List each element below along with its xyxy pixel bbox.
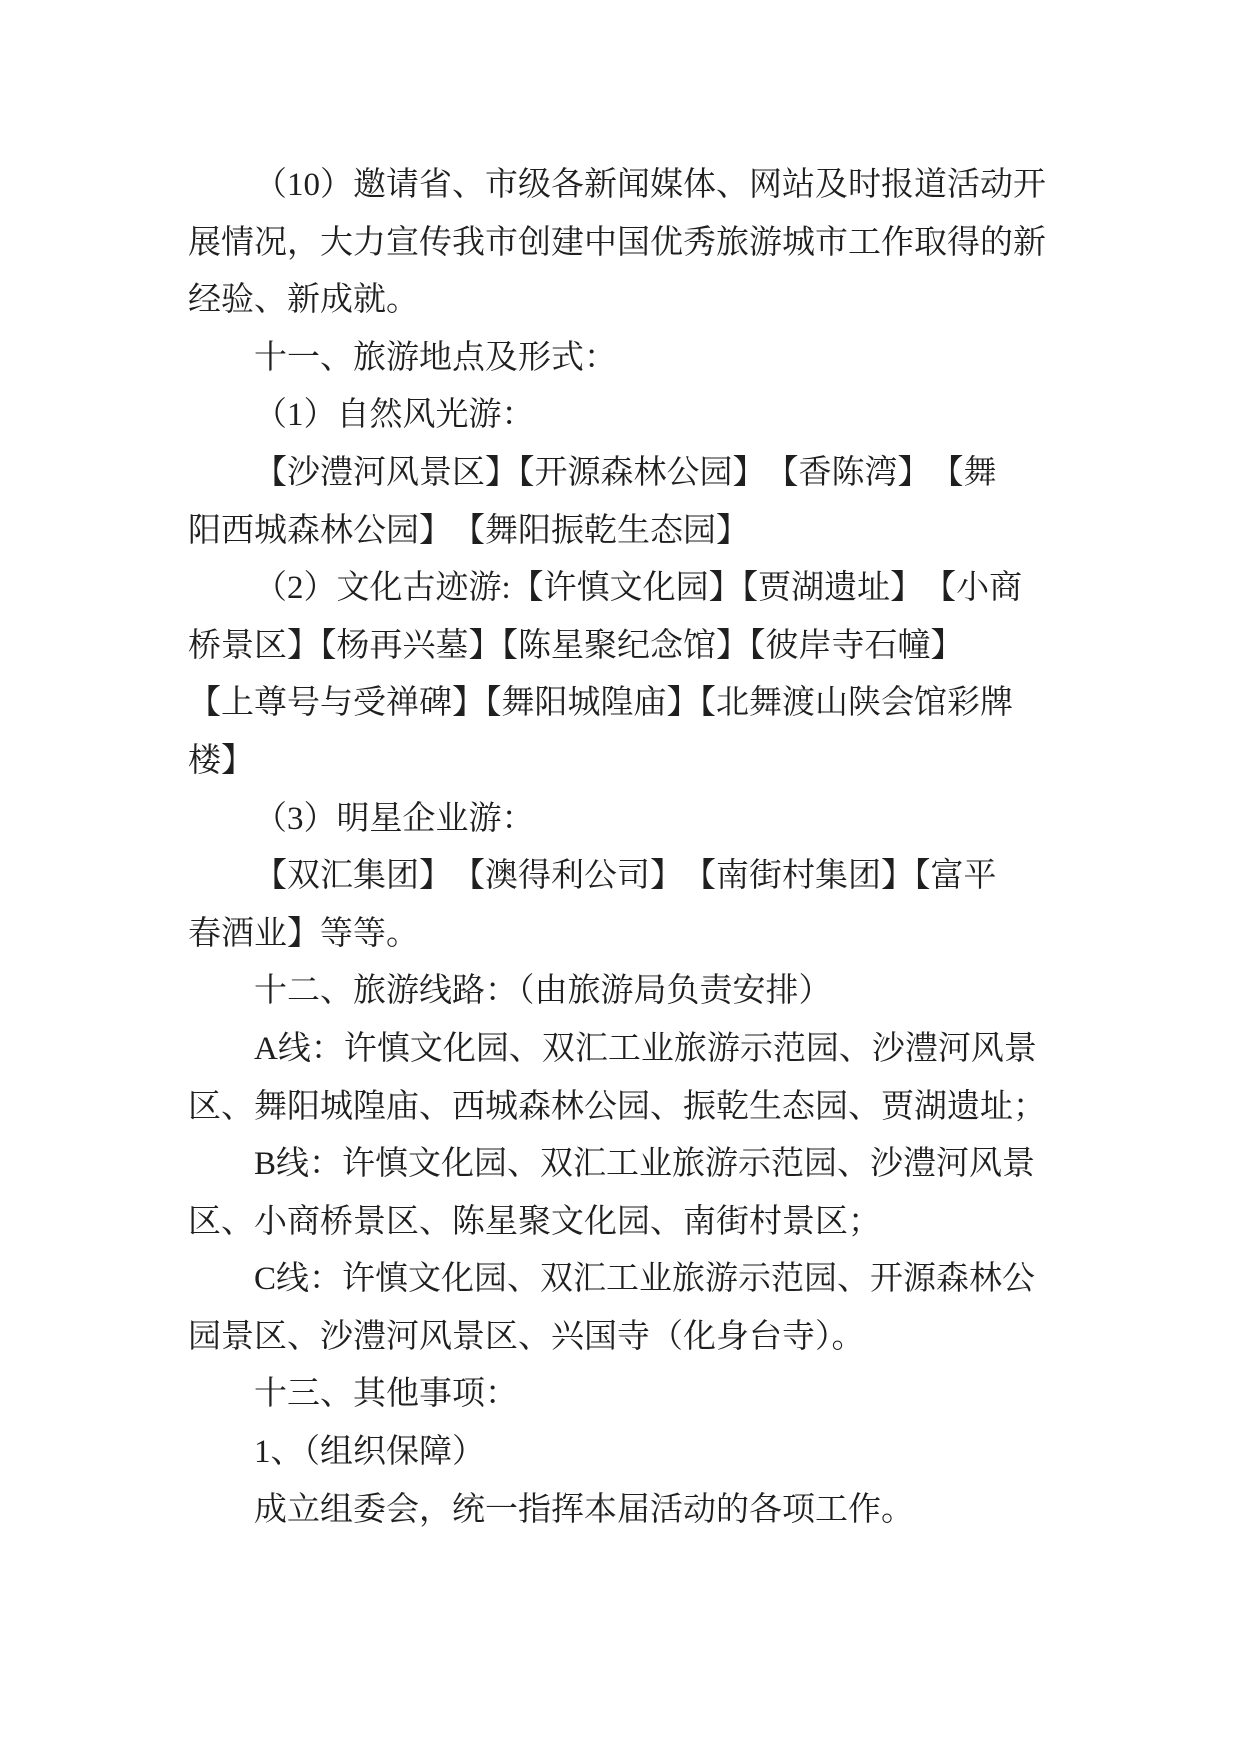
text-line: 【双汇集团】 【澳得利公司】 【南街村集团】【富平 [254,858,997,895]
text-line: （1）自然风光游： [254,397,535,434]
text-line: B线：许慎文化园、双汇工业旅游示范园、沙澧河风景 [254,1146,1036,1183]
text-line: （3）明星企业游： [254,800,535,837]
text-line: 1、（组织保障） [254,1434,485,1471]
text-line: A线：许慎文化园、双汇工业旅游示范园、沙澧河风景 [254,1030,1037,1067]
text-line: 区、舞阳城隍庙、西城森林公园、振乾生态园、贾湖遗址； [188,1088,1046,1125]
text-line: 十三、其他事项： [254,1376,518,1413]
text-line: 十二、旅游线路：（由旅游局负责安排） [254,973,832,1010]
text-line: 【上尊号与受禅碑】【舞阳城隍庙】【北舞渡山陕会馆彩牌 [188,685,1013,722]
text-line: 成立组委会，统一指挥本届活动的各项工作。 [254,1491,914,1528]
text-line: C线：许慎文化园、双汇工业旅游示范园、开源森林公 [254,1261,1036,1298]
text-line: 展情况，大力宣传我市创建中国优秀旅游城市工作取得的新 [188,224,1046,261]
text-line: 【沙澧河风景区】【开源森林公园】 【香陈湾】 【舞 [254,454,997,491]
text-line: （2）文化古迹游:【许慎文化园】【贾湖遗址】 【小商 [254,570,1023,607]
text-line: 阳西城森林公园】 【舞阳振乾生态园】 [188,512,749,549]
text-line: 区、小商桥景区、陈星聚文化园、南街村景区； [188,1203,881,1240]
text-line: 园景区、沙澧河风景区、兴国寺（化身台寺）。 [188,1318,865,1355]
text-line: 十一、旅游地点及形式： [254,339,617,376]
document-text-block [188,157,1054,1539]
text-line: 经验、新成就。 [188,282,419,319]
text-line: （10）邀请省、市级各新闻媒体、网站及时报道活动开 [254,167,1046,203]
text-line: 春酒业】等等。 [188,915,419,952]
text-line: 楼】 [188,742,254,779]
text-line: 桥景区】【杨再兴墓】【陈星聚纪念馆】【彼岸寺石幢】 [188,627,964,664]
